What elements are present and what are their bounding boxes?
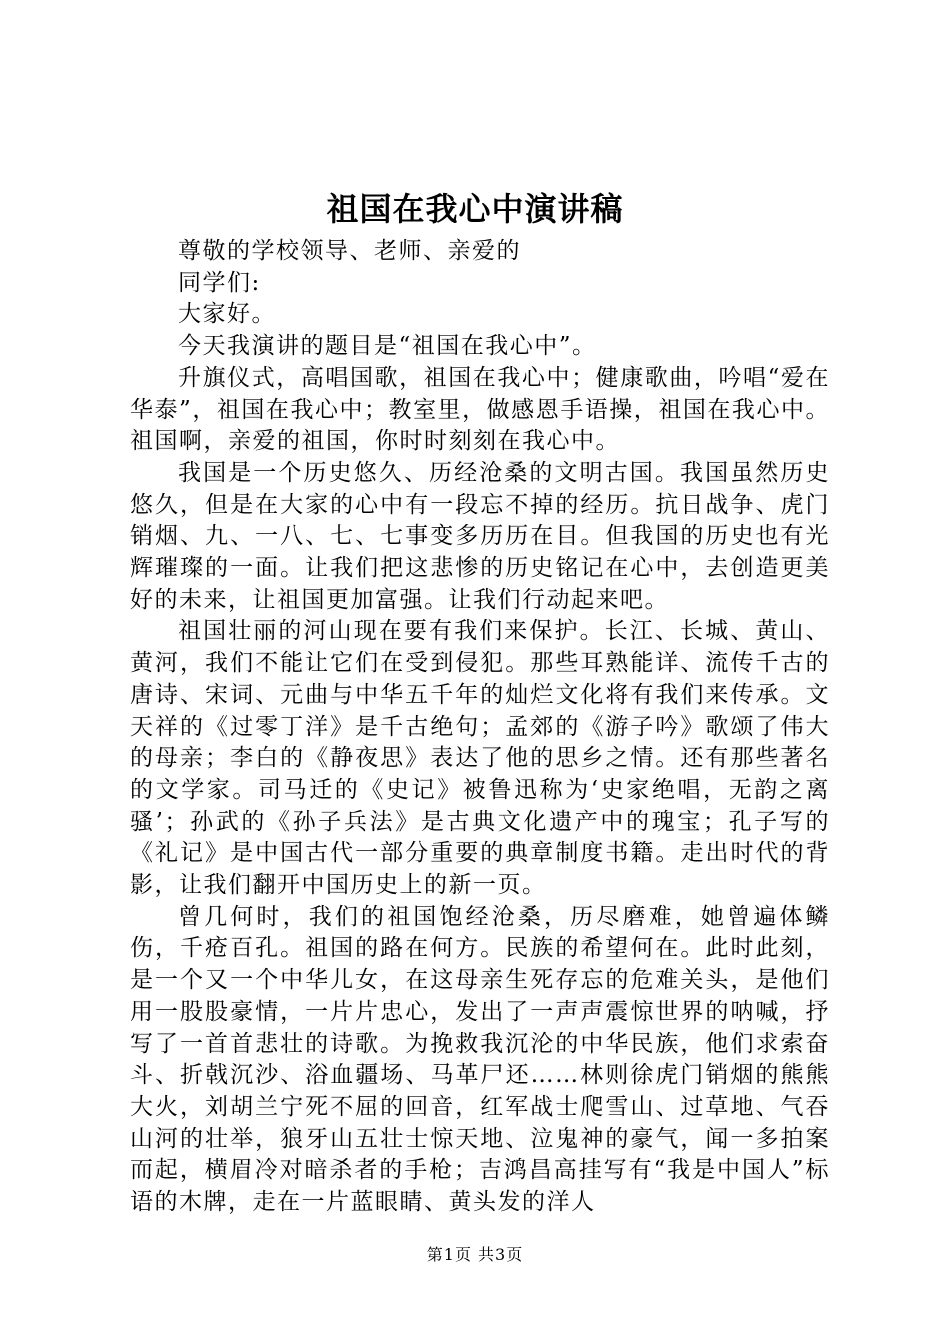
hello-line: 大家好。	[178, 301, 276, 328]
paragraph-1: 升旗仪式，高唱国歌，祖国在我心中；健康歌曲，吟唱“爱在华泰”，祖国在我心中；教室里，做感恩手语操，祖国在我心中。祖国啊，亲爱的祖国，你时时刻刻在我心中。	[130, 364, 830, 455]
document-title: 祖国在我心中演讲稿	[326, 190, 624, 228]
greeting-line-1: 尊敬的学校领导、老师、亲爱的	[178, 238, 521, 264]
paragraph-4: 曾几何时，我们的祖国饱经沧桑，历尽磨难，她曾遍体鳞伤，千疮百孔。祖国的路在何方。民族的希望何在。此时此刻，是一个又一个中华儿女，在这母亲生死存忘的危难关头，是他们用一股股豪情，一片片忠心，发出了一声声震惊世界的呐喊，抒写了一首首悲壮的诗歌。为挽救我沉沦的中华民族，他们求索奋斗、折戟沉沙、浴血疆场、马革尸还……林则徐虎门销烟的熊熊大火，刘胡兰宁死不屈的回音，红军战士爬雪山、过草地、气吞山河的壮举，狼牙山五壮士惊天地、泣鬼神的豪气，闻一多拍案而起，横眉冷对暗杀者的手枪；吉鸿昌高挂写有“我是中国人”标语的木牌，走在一片蓝眼睛、黄头发的洋人	[130, 903, 830, 1216]
paragraph-3: 祖国壮丽的河山现在要有我们来保护。长江、长城、黄山、黄河，我们不能让它们在受到侵犯。那些耳熟能详、流传千古的唐诗、宋词、元曲与中华五千年的灿烂文化将有我们来传承。文天祥的《过零丁洋》是千古绝句；孟郊的《游子吟》歌颂了伟大的母亲；李白的《静夜思》表达了他的思乡之情。还有那些著名的文学家。司马迁的《史记》被鲁迅称为‘史家绝唱，无韵之离骚’；孙武的《孙子兵法》是古典文化遗产中的瑰宝；孔子写的《礼记》是中国古代一部分重要的典章制度书籍。走出时代的背影，让我们翻开中国历史上的新一页。	[130, 618, 830, 899]
document-body	[130, 236, 830, 1219]
greeting-line-2: 同学们:	[178, 269, 261, 296]
topic-line: 今天我演讲的题目是“祖国在我心中”。	[178, 333, 597, 360]
paragraph-2: 我国是一个历史悠久、历经沧桑的文明古国。我国虽然历史悠久，但是在大家的心中有一段忘不掉的经历。抗日战争、虎门销烟、九、一八、七、七事变多历历在目。但我国的历史也有光辉璀璨的一面。让我们把这悲惨的历史铭记在心中，去创造更美好的未来，让祖国更加富强。让我们行动起来吧。	[130, 459, 830, 613]
page-footer: 第1页 共3页	[426, 1245, 524, 1264]
